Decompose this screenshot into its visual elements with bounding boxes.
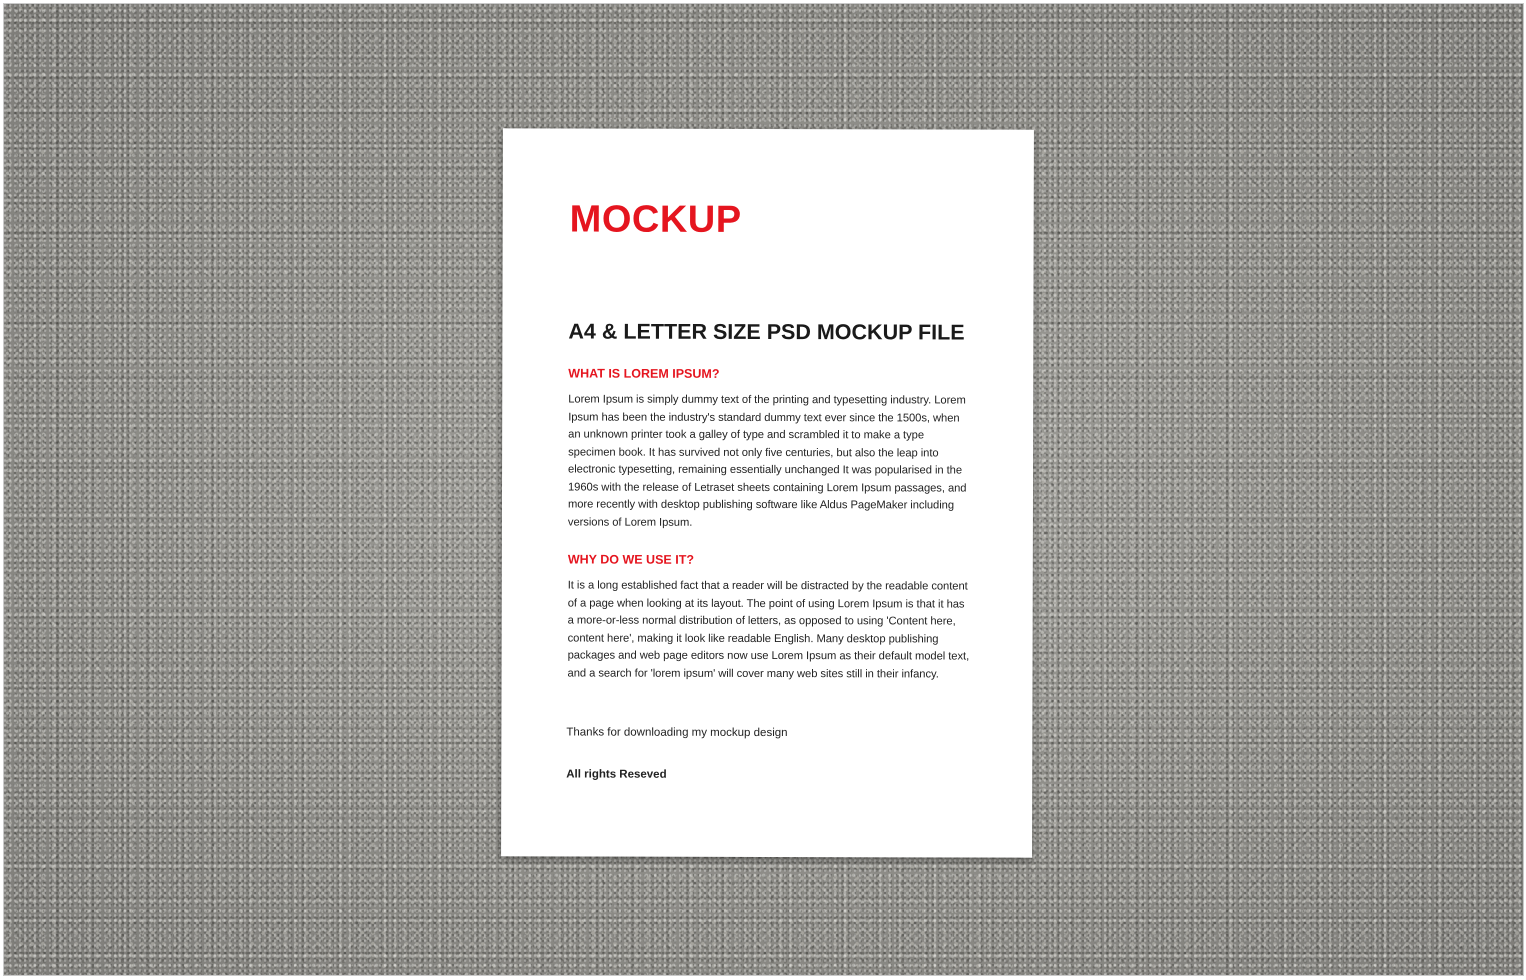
paper-sheet: [501, 128, 1034, 857]
section-heading-why-do-we-use-it: WHY DO WE USE IT?: [567, 552, 695, 567]
section-body-why-do-we-use-it: It is a long established fact that a reader will be distracted by the readable content of a page when looking at its layout. The point of using Lorem Ipsum is that it has a more-or-less normal distribution of letters, as opposed to using 'Content here, content here', making it look like readable English. Many desktop publishing packages and web page editors now use Lorem Ipsum as their default model text, and a search for 'lorem ipsum' will cover many web sites still in their infancy.: [567, 579, 970, 680]
gravel-background: [3, 3, 1524, 976]
document-title: A4 & LETTER SIZE PSD MOCKUP FILE: [568, 319, 965, 345]
rights-note: All rights Reseved: [566, 768, 667, 781]
brand-title: MOCKUP: [569, 198, 742, 241]
section-body-what-is-lorem-ipsum: Lorem Ipsum is simply dummy text of the printing and typesetting industry. Lorem Ipsum has been the industry's standard dummy text ever since the 1500s, when an unknown printer took a galley of type and scrambled it to make a type specimen book. It has survived not only five centuries, but also the leap into electronic typesetting, remaining essentially unchanged It was popularised in the 1960s with the release of Letraset sheets containing Lorem Ipsum passages, and more recently with desktop publishing software like Aldus PageMaker including versions of Lorem Ipsum.: [567, 393, 967, 529]
thanks-note: Thanks for downloading my mockup design: [566, 726, 788, 740]
section-heading-what-is-lorem-ipsum: WHAT IS LOREM IPSUM?: [568, 366, 720, 381]
